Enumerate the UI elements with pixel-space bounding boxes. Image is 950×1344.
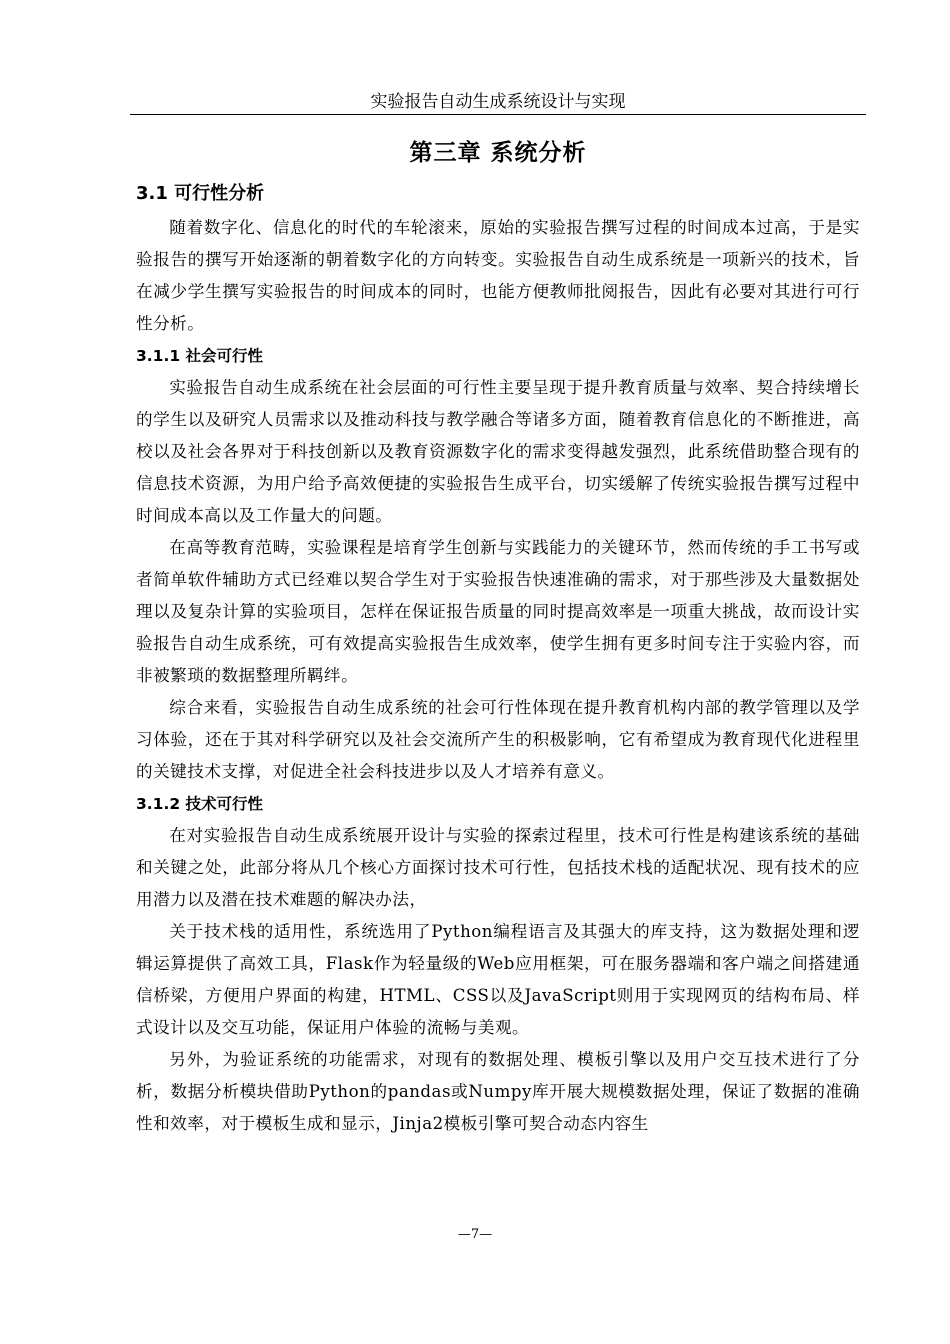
paragraph: 综合来看，实验报告自动生成系统的社会可行性体现在提升教育机构内部的教学管理以及学习体验，还在于其对科学研究以及社会交流所产生的积极影响，它有希望成为教育现代化进程里的关键技术支撑，对促进全社会科技进步以及人才培养有意义。 [136, 698, 860, 781]
section-heading-3-1-1: 3.1.1 社会可行性 [136, 347, 264, 365]
paragraph: 另外，为验证系统的功能需求，对现有的数据处理、模板引擎以及用户交互技术进行了分析，数据分析模块借助Python的pandas或Numpy库开展大规模数据处理，保证了数据的准确性和效率，对于模板生成和显示，Jinja2模板引擎可契合动态内容生 [136, 1050, 860, 1133]
paragraph: 随着数字化、信息化的时代的车轮滚来，原始的实验报告撰写过程的时间成本过高，于是实验报告的撰写开始逐渐的朝着数字化的方向转变。实验报告自动生成系统是一项新兴的技术，旨在减少学生撰写实验报告的时间成本的同时，也能方便教师批阅报告，因此有必要对其进行可行性分析。 [136, 218, 860, 333]
chapter-title: 第三章 系统分析 [409, 140, 587, 166]
paragraph: 关于技术栈的适用性，系统选用了Python编程语言及其强大的库支持，这为数据处理和逻辑运算提供了高效工具，Flask作为轻量级的Web应用框架，可在服务器端和客户端之间搭建通信桥梁，方便用户界面的构建，HTML、CSS以及JavaScript则用于实现网页的结构布局、样式设计以及交互功能，保证用户体验的流畅与美观。 [136, 922, 860, 1037]
header-divider [130, 114, 866, 115]
running-header: 实验报告自动生成系统设计与实现 [370, 92, 626, 112]
section-heading-3-1: 3.1 可行性分析 [136, 183, 265, 204]
paragraph: 在高等教育范畴，实验课程是培育学生创新与实践能力的关键环节，然而传统的手工书写或者简单软件辅助方式已经难以契合学生对于实验报告快速准确的需求，对于那些涉及大量数据处理以及复杂计算的实验项目，怎样在保证报告质量的同时提高效率是一项重大挑战，故而设计实验报告自动生成系统，可有效提高实验报告生成效率，使学生拥有更多时间专注于实验内容，而非被繁琐的数据整理所羁绊。 [136, 538, 860, 685]
paragraph: 实验报告自动生成系统在社会层面的可行性主要呈现于提升教育质量与效率、契合持续增长的学生以及研究人员需求以及推动科技与教学融合等诸多方面，随着教育信息化的不断推进，高校以及社会各界对于科技创新以及教育资源数字化的需求变得越发强烈，此系统借助整合现有的信息技术资源，为用户给予高效便捷的实验报告生成平台，切实缓解了传统实验报告撰写过程中时间成本高以及工作量大的问题。 [136, 378, 860, 525]
page-body [136, 134, 860, 1140]
paragraph: 在对实验报告自动生成系统展开设计与实验的探索过程里，技术可行性是构建该系统的基础和关键之处，此部分将从几个核心方面探讨技术可行性，包括技术栈的适配状况、现有技术的应用潜力以及潜在技术难题的解决办法， [136, 826, 860, 909]
section-heading-3-1-2: 3.1.2 技术可行性 [136, 795, 264, 813]
page-number: —7— [457, 1227, 493, 1242]
